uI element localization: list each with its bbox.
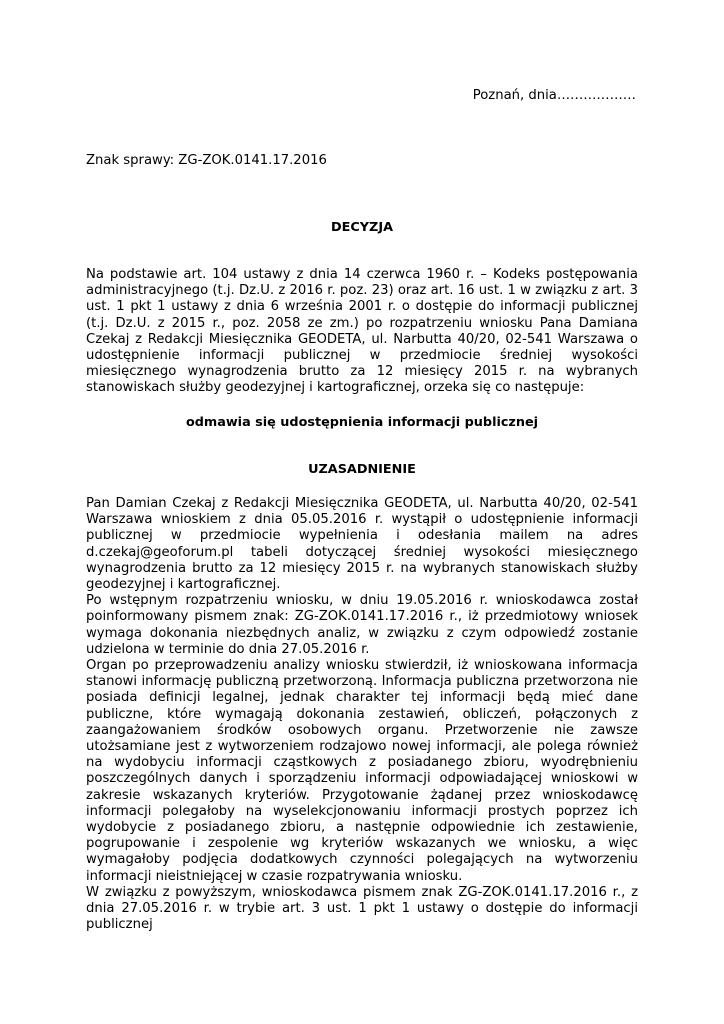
justification-paragraph: Po wstępnym rozpatrzeniu wniosku, w dniu 19.05.2016 r. wnioskodawca został poinformowany pismem znak: ZG-ZOK.0141.17.2016 r., iż przedmiotowy wniosek wymaga dokonania niezbędnych analiz, w związku z czym odpowiedź zostanie udzielona w terminie do dnia 27.05.2016 r.: [86, 593, 638, 657]
document-title: DECYZJA: [331, 220, 393, 235]
case-reference: Znak sprawy: ZG-ZOK.0141.17.2016: [86, 153, 327, 168]
place-date: Poznań, dnia………………: [472, 88, 636, 103]
justification-paragraph: W związku z powyższym, wnioskodawca pismem znak ZG-ZOK.0141.17.2016 r., z dnia 27.05.2016 r. w trybie art. 3 ust. 1 pkt 1 ustawy o dostępie do informacji publicznej: [86, 884, 638, 933]
justification-paragraph: Organ po przeprowadzeniu analizy wniosku stwierdził, iż wnioskowana informacja stanowi informację publiczną przetworzoną. Informacja publiczna przetworzona nie posiada definicji legalnej, jednak charakter tej informacji będą mieć dane publiczne, które wymagają dokonania zestawień, obliczeń, połączonych z zaangażowaniem środków osobowych organu. Przetworzenie nie zawsze utożsamiane jest z wytworzeniem rodzajowo nowej informacji, ale polega również na wydobyciu informacji cząstkowych z posiadanego zbioru, wyodrębnieniu poszczególnych danych i sporządzeniu informacji odpowiadającej wnioskowi w zakresie wskazanych kryteriów. Przygotowanie żądanej przez wnioskodawcę informacji polegałoby na wyselekcjonowaniu informacji prostych poprzez ich wydobycie z posiadanego zbioru, a następnie odpowiednie ich zestawienie, pogrupowanie i zespolenie wg kryteriów wskazanych we wniosku, a więc wymagałoby podjęcia dodatkowych czynności polegających na wytworzeniu informacji nieistniejącej w czasie rozpatrywania wniosku.: [86, 658, 638, 884]
preamble-section: [86, 267, 638, 397]
justification-title: UZASADNIENIE: [308, 462, 416, 477]
preamble-paragraph: Na podstawie art. 104 ustawy z dnia 14 czerwca 1960 r. – Kodeks postępowania administracyjnego (t.j. Dz.U. z 2016 r. poz. 23) oraz art. 16 ust. 1 w związku z art. 3 ust. 1 pkt 1 ustawy z dnia 6 września 2001 r. o dostępie do informacji publicznej (t.j. Dz.U. z 2015 r., poz. 2058 ze zm.) po rozpatrzeniu wniosku Pana Damiana Czekaj z Redakcji Miesięcznika GEODETA, ul. Narbutta 40/20, 02-541 Warszawa o udostępnienie informacji publicznej w przedmiocie średniej wysokości miesięcznego wynagrodzenia brutto za 12 miesięcy 2015 r. na wybranych stanowiskach służby geodezyjnej i kartograficznej, orzeka się co następuje:: [86, 267, 638, 396]
decision-statement: odmawia się udostępnienia informacji publicznej: [185, 415, 539, 430]
justification-paragraph: Pan Damian Czekaj z Redakcji Miesięcznika GEODETA, ul. Narbutta 40/20, 02-541 Warszawa wnioskiem z dnia 05.05.2016 r. wystąpił o udostępnienie informacji publicznej w przedmiocie wypełnienia i odesłania mailem na adres d.czekaj@geoforum.pl tabeli dotyczącej średniej wysokości miesięcznego wynagrodzenia brutto za 12 miesięcy 2015 r. na wybranych stanowiskach służby geodezyjnej i kartograficznej.: [86, 496, 638, 593]
justification-section: [86, 496, 638, 933]
